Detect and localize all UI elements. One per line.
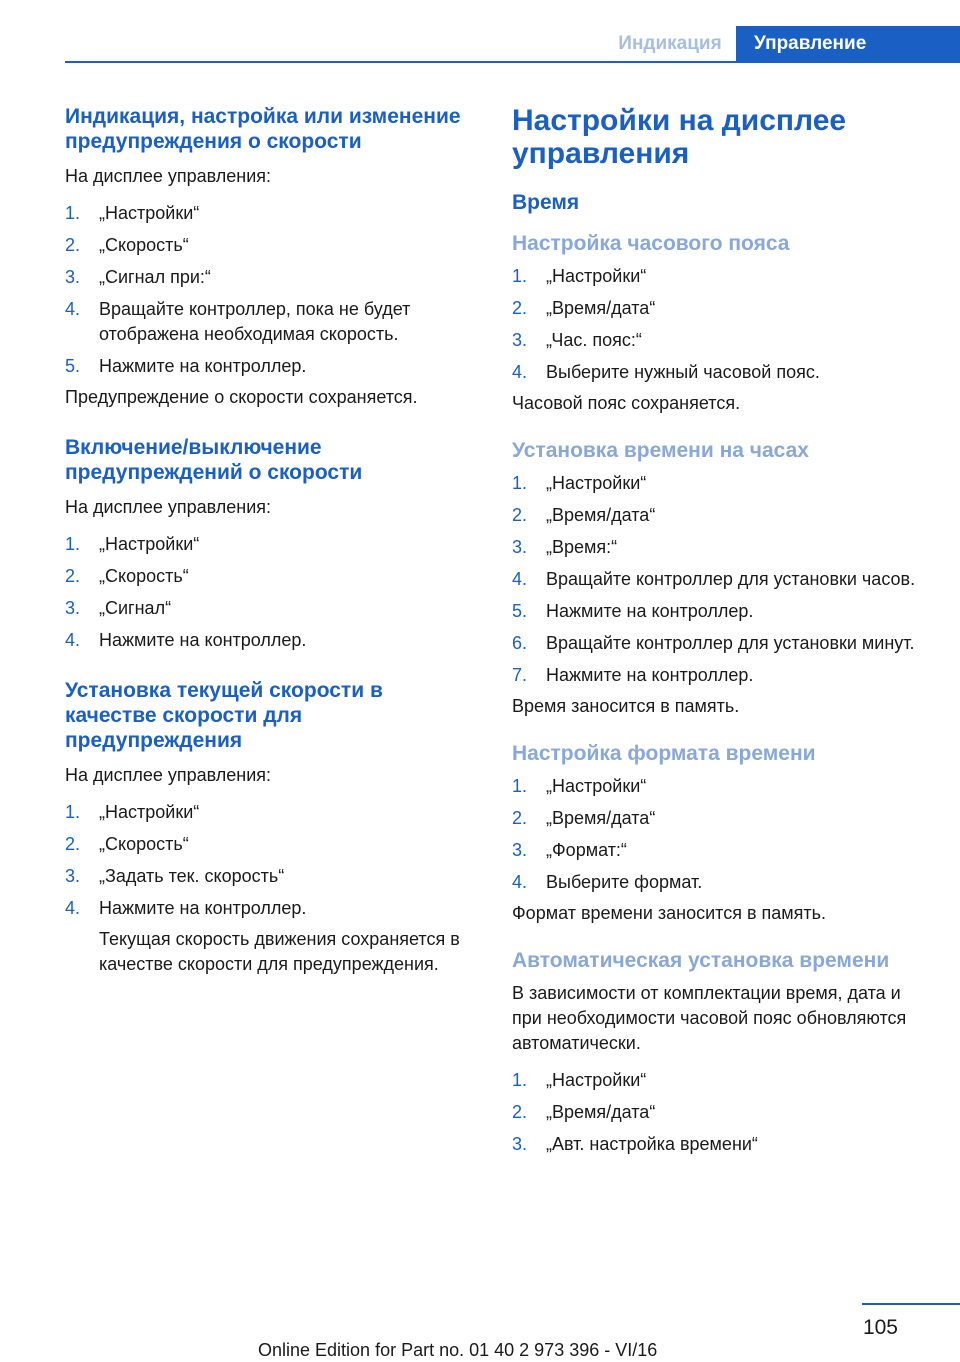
list-item: [512, 567, 922, 592]
step-number: 3.: [65, 866, 81, 886]
step-text: „Настройки“: [546, 776, 647, 796]
section-intro: На дисплее управления:: [65, 497, 272, 517]
step-number: 3.: [512, 840, 528, 860]
step-text: „Время/дата“: [546, 505, 656, 525]
section-title-set-current-speed: Установка текущей скорости в качестве скорости для предупреждения: [65, 679, 383, 752]
steps-list: [512, 471, 922, 688]
step-number: 7.: [512, 665, 528, 685]
list-item: [65, 596, 480, 621]
step-text: „Авт. настройка времени“: [546, 1134, 758, 1154]
step-number: 2.: [512, 505, 528, 525]
step-text: „Формат:“: [546, 840, 627, 860]
list-item: [512, 328, 922, 353]
list-item: [65, 896, 480, 921]
step-number: 3.: [65, 598, 81, 618]
section-intro: На дисплее управления:: [65, 765, 272, 785]
list-item: [512, 503, 922, 528]
step-note: Текущая скорость движения сохраняется в качестве скорости для предупреждения.: [99, 929, 460, 974]
section-outro: Часовой пояс сохраняется.: [512, 393, 741, 413]
step-text: „Скорость“: [99, 235, 189, 255]
section-intro: На дисплее управления:: [65, 166, 272, 186]
step-text: „Время/дата“: [546, 808, 656, 828]
step-text: Нажмите на контроллер.: [546, 601, 754, 621]
step-text: Вращайте контроллер для установки минут.: [546, 633, 915, 653]
step-text: Вращайте контроллер для установки часов.: [546, 569, 916, 589]
section-outro: Время заносится в память.: [512, 696, 740, 716]
list-item: [512, 838, 922, 863]
steps-list: [512, 774, 922, 895]
step-text: Нажмите на контроллер.: [99, 630, 307, 650]
step-number: 3.: [512, 537, 528, 557]
step-number: 4.: [512, 362, 528, 382]
list-item: [512, 631, 922, 656]
section-title-speed-warning: Индикация, настройка или изменение предупреждения о скорости: [65, 105, 461, 153]
step-number: 2.: [65, 566, 81, 586]
step-number: 6.: [512, 633, 528, 653]
step-number: 1.: [512, 266, 528, 286]
step-text: „Сигнал“: [99, 598, 172, 618]
section-intro: В зависимости от комплектации время, дата и при необходимости часовой пояс обновляются автоматически.: [512, 983, 907, 1053]
list-item: [512, 471, 922, 496]
steps-list: [512, 1068, 922, 1157]
step-number: 5.: [512, 601, 528, 621]
step-text: „Настройки“: [546, 266, 647, 286]
step-number: 4.: [512, 872, 528, 892]
list-item: [65, 265, 480, 290]
step-number: 1.: [512, 473, 528, 493]
step-text: Нажмите на контроллер.: [99, 356, 307, 376]
step-text: „Время/дата“: [546, 298, 656, 318]
section-outro: Формат времени заносится в память.: [512, 903, 827, 923]
list-item: [65, 864, 480, 889]
list-item: [512, 599, 922, 624]
list-item: [65, 628, 480, 653]
step-text: „Сигнал при:“: [99, 267, 211, 287]
step-number: 4.: [65, 630, 81, 650]
subsection-title-time: Время: [512, 191, 580, 214]
tab-indication[interactable]: Индикация: [618, 33, 722, 54]
step-number: 2.: [65, 235, 81, 255]
step-text: „Час. пояс:“: [546, 330, 642, 350]
page-section-title: Настройки на дисплее управления: [512, 104, 847, 170]
list-item: [512, 1132, 922, 1157]
step-text: Выберите нужный часовой пояс.: [546, 362, 820, 382]
step-text: „Настройки“: [99, 802, 200, 822]
step-text: Вращайте контроллер, пока не будет отображена необходимая скорость.: [99, 299, 411, 344]
step-number: 5.: [65, 356, 81, 376]
list-item: [65, 532, 480, 557]
list-item: [512, 535, 922, 560]
list-item: [65, 564, 480, 589]
steps-list: [65, 800, 480, 921]
list-item: [512, 806, 922, 831]
list-item: [512, 360, 922, 385]
step-text: „Скорость“: [99, 566, 189, 586]
footer-edition: Online Edition for Part no. 01 40 2 973 396 - VI/16: [258, 1340, 658, 1360]
list-item: [65, 201, 480, 226]
step-number: 1.: [512, 1070, 528, 1090]
step-number: 1.: [65, 802, 81, 822]
step-number: 4.: [65, 299, 81, 319]
step-text: Нажмите на контроллер.: [99, 898, 307, 918]
header-bar: [0, 0, 960, 62]
list-item: [65, 233, 480, 258]
list-item: [512, 1100, 922, 1125]
list-item: [65, 297, 480, 347]
section-title-set-clock: Установка времени на часах: [512, 439, 809, 462]
step-number: 3.: [65, 267, 81, 287]
section-outro: Предупреждение о скорости сохраняется.: [65, 387, 418, 407]
list-item: [65, 832, 480, 857]
step-number: 4.: [65, 898, 81, 918]
step-number: 2.: [512, 1102, 528, 1122]
step-number: 1.: [65, 203, 81, 223]
right-column: [512, 104, 922, 1157]
step-number: 3.: [512, 1134, 528, 1154]
left-column: [65, 104, 480, 977]
steps-list: [65, 532, 480, 653]
list-item: [512, 663, 922, 688]
step-number: 2.: [65, 834, 81, 854]
tab-control[interactable]: Управление: [736, 26, 960, 62]
step-text: „Настройки“: [546, 1070, 647, 1090]
step-text: „Задать тек. скорость“: [99, 866, 285, 886]
list-item: [512, 774, 922, 799]
list-item: [512, 870, 922, 895]
page-number: 105: [862, 1316, 898, 1339]
list-item: [512, 296, 922, 321]
steps-list: [512, 264, 922, 385]
steps-list: [65, 201, 480, 379]
step-number: 2.: [512, 808, 528, 828]
step-text: „Настройки“: [546, 473, 647, 493]
step-text: Нажмите на контроллер.: [546, 665, 754, 685]
step-number: 4.: [512, 569, 528, 589]
section-title-auto-time: Автоматическая установка времени: [512, 949, 890, 972]
section-title-time-format: Настройка формата времени: [512, 742, 816, 765]
list-item: [65, 354, 480, 379]
step-text: „Настройки“: [99, 203, 200, 223]
step-text: „Время/дата“: [546, 1102, 656, 1122]
step-number: 1.: [512, 776, 528, 796]
section-title-speed-warning-toggle: Включение/выключение предупреждений о скорости: [65, 436, 363, 484]
list-item: [512, 1068, 922, 1093]
step-text: „Скорость“: [99, 834, 189, 854]
step-number: 1.: [65, 534, 81, 554]
step-text: „Время:“: [546, 537, 618, 557]
footer-divider: [862, 1303, 960, 1305]
section-title-timezone: Настройка часового пояса: [512, 232, 790, 255]
list-item: [512, 264, 922, 289]
step-number: 3.: [512, 330, 528, 350]
list-item: [65, 800, 480, 825]
step-text: Выберите формат.: [546, 872, 703, 892]
header-divider: [65, 61, 960, 63]
step-number: 2.: [512, 298, 528, 318]
step-text: „Настройки“: [99, 534, 200, 554]
